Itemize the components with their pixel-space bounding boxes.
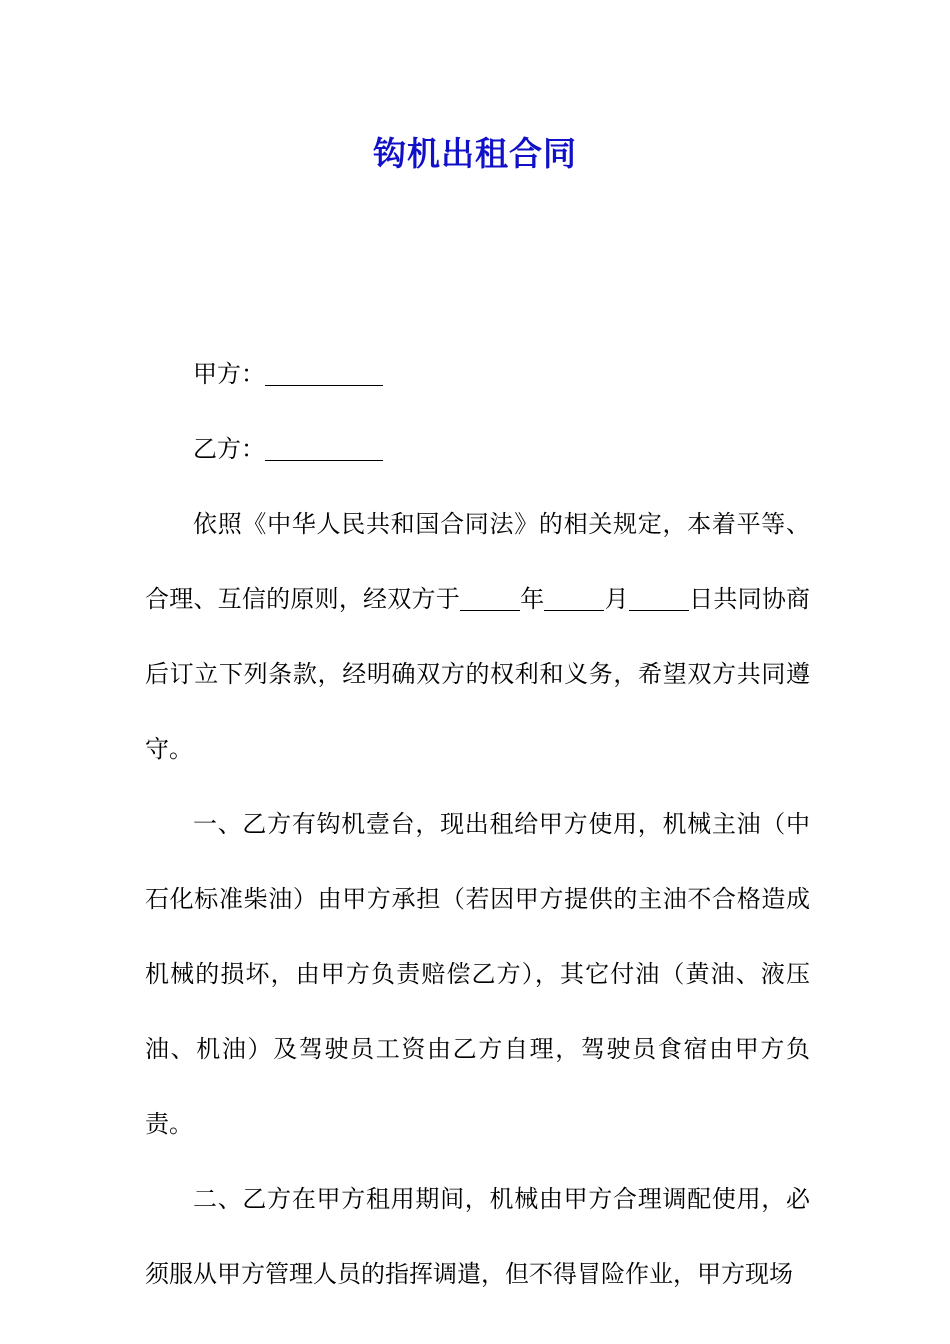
party-a-blank	[265, 361, 383, 386]
party-a-label: 甲方：	[193, 360, 265, 388]
party-a-line	[145, 337, 810, 412]
document-body	[145, 337, 810, 1312]
document-title: 钩机出租合同	[373, 134, 577, 173]
party-b-label: 乙方：	[193, 435, 265, 463]
day-blank	[629, 586, 689, 611]
clause-2: 二、乙方在甲方租用期间，机械由甲方合理调配使用，必须服从甲方管理人员的指挥调遣，但不得冒险作业，甲方现场	[145, 1185, 810, 1288]
year-blank	[460, 586, 520, 611]
month-blank	[544, 586, 604, 611]
intro-text-1: 依照《中华人民共和国合同法》的相关规定，本着平等、合理、互信的原则，经双方于	[145, 510, 810, 613]
party-b-line	[145, 412, 810, 487]
party-b-blank	[265, 436, 383, 461]
year-label: 年	[519, 585, 545, 613]
intro-paragraph	[145, 487, 810, 787]
month-label: 月	[604, 585, 629, 613]
clause-1: 一、乙方有钩机壹台，现出租给甲方使用，机械主油（中石化标准柴油）由甲方承担（若因甲方提供的主油不合格造成机械的损坏，由甲方负责赔偿乙方），其它付油（黄油、液压油、机油）及驾驶员工资由乙方自理，驾驶员食宿由甲方负责。	[145, 810, 810, 1138]
intro-text-2: 日共同协商后订立下列条款，经明确双方的权利和义务，希望双方共同遵守。	[145, 585, 811, 763]
